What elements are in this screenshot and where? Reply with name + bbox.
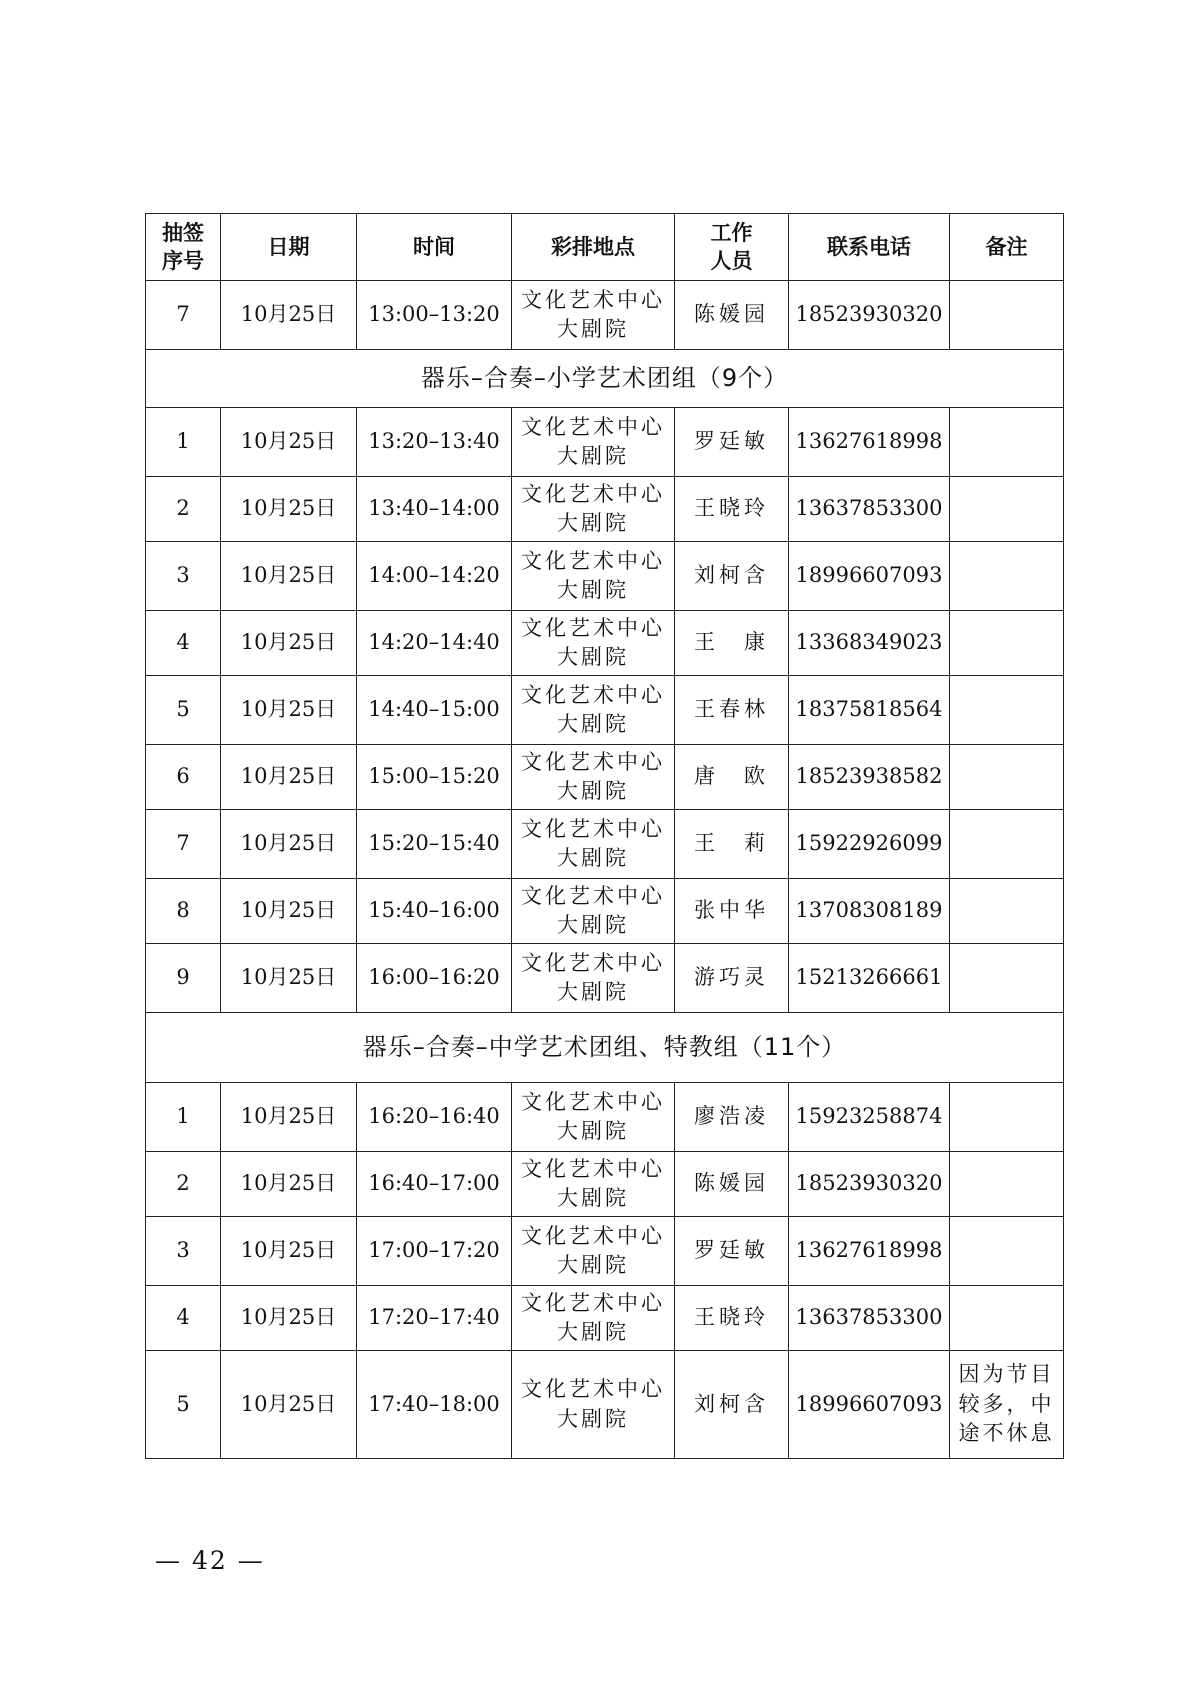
venue-cell: 文化艺术中心 大剧院 <box>512 408 675 477</box>
phone-cell: 13637853300 <box>789 477 950 542</box>
staff-cell: 刘柯含 <box>675 1351 789 1459</box>
table-row <box>146 810 1064 879</box>
table-row <box>146 477 1064 542</box>
note-cell <box>950 1286 1064 1351</box>
venue-cell: 文化艺术中心 大剧院 <box>512 1152 675 1217</box>
date-cell: 10月25日 <box>221 477 357 542</box>
date-cell: 10月25日 <box>221 944 357 1013</box>
phone-cell: 18523930320 <box>789 1152 950 1217</box>
draw-number-cell: 1 <box>146 1083 221 1152</box>
draw-number-cell: 8 <box>146 879 221 944</box>
time-cell: 17:20–17:40 <box>357 1286 512 1351</box>
draw-number-cell: 6 <box>146 745 221 810</box>
table-row <box>146 1286 1064 1351</box>
staff-cell: 陈媛园 <box>675 281 789 350</box>
date-cell: 10月25日 <box>221 810 357 879</box>
header-date: 日期 <box>221 214 357 281</box>
staff-cell: 游巧灵 <box>675 944 789 1013</box>
venue-cell: 文化艺术中心 大剧院 <box>512 611 675 676</box>
note-cell <box>950 944 1064 1013</box>
staff-cell: 陈媛园 <box>675 1152 789 1217</box>
note-cell <box>950 745 1064 810</box>
section-heading-row <box>146 1013 1064 1083</box>
draw-number-cell: 3 <box>146 1217 221 1286</box>
venue-cell: 文化艺术中心 大剧院 <box>512 542 675 611</box>
table-row <box>146 745 1064 810</box>
date-cell: 10月25日 <box>221 1351 357 1459</box>
note-cell <box>950 676 1064 745</box>
time-cell: 14:40–15:00 <box>357 676 512 745</box>
table-row <box>146 1351 1064 1459</box>
draw-number-cell: 5 <box>146 676 221 745</box>
header-staff: 工作 人员 <box>675 214 789 281</box>
draw-number-cell: 4 <box>146 611 221 676</box>
section-title: 器乐–合奏–小学艺术团组（9个） <box>146 350 1064 408</box>
time-cell: 17:40–18:00 <box>357 1351 512 1459</box>
staff-cell: 廖浩凌 <box>675 1083 789 1152</box>
staff-cell: 王晓玲 <box>675 477 789 542</box>
header-venue: 彩排地点 <box>512 214 675 281</box>
time-cell: 13:20–13:40 <box>357 408 512 477</box>
header-draw-number: 抽签 序号 <box>146 214 221 281</box>
venue-cell: 文化艺术中心 大剧院 <box>512 879 675 944</box>
header-time: 时间 <box>357 214 512 281</box>
staff-cell: 刘柯含 <box>675 542 789 611</box>
section-title: 器乐–合奏–中学艺术团组、特教组（11个） <box>146 1013 1064 1083</box>
note-cell <box>950 1152 1064 1217</box>
phone-cell: 13368349023 <box>789 611 950 676</box>
note-cell <box>950 281 1064 350</box>
draw-number-cell: 7 <box>146 810 221 879</box>
time-cell: 16:40–17:00 <box>357 1152 512 1217</box>
staff-cell: 罗廷敏 <box>675 408 789 477</box>
venue-cell: 文化艺术中心 大剧院 <box>512 1217 675 1286</box>
time-cell: 15:20–15:40 <box>357 810 512 879</box>
time-cell: 14:00–14:20 <box>357 542 512 611</box>
draw-number-cell: 2 <box>146 1152 221 1217</box>
date-cell: 10月25日 <box>221 676 357 745</box>
phone-cell: 13627618998 <box>789 1217 950 1286</box>
venue-cell: 文化艺术中心 大剧院 <box>512 281 675 350</box>
time-cell: 13:00–13:20 <box>357 281 512 350</box>
phone-cell: 13637853300 <box>789 1286 950 1351</box>
phone-cell: 13708308189 <box>789 879 950 944</box>
date-cell: 10月25日 <box>221 1217 357 1286</box>
venue-cell: 文化艺术中心 大剧院 <box>512 1351 675 1459</box>
phone-cell: 15213266661 <box>789 944 950 1013</box>
phone-cell: 18996607093 <box>789 1351 950 1459</box>
venue-cell: 文化艺术中心 大剧院 <box>512 944 675 1013</box>
staff-cell: 王 康 <box>675 611 789 676</box>
venue-cell: 文化艺术中心 大剧院 <box>512 745 675 810</box>
header-note: 备注 <box>950 214 1064 281</box>
venue-cell: 文化艺术中心 大剧院 <box>512 810 675 879</box>
date-cell: 10月25日 <box>221 745 357 810</box>
table-row <box>146 1083 1064 1152</box>
table-row <box>146 611 1064 676</box>
draw-number-cell: 5 <box>146 1351 221 1459</box>
section-heading-row <box>146 350 1064 408</box>
table-row <box>146 1152 1064 1217</box>
table-row <box>146 281 1064 350</box>
date-cell: 10月25日 <box>221 408 357 477</box>
phone-cell: 18375818564 <box>789 676 950 745</box>
date-cell: 10月25日 <box>221 281 357 350</box>
time-cell: 16:00–16:20 <box>357 944 512 1013</box>
note-cell: 因为节目 较多，中 途不休息 <box>950 1351 1064 1459</box>
note-cell <box>950 879 1064 944</box>
time-cell: 14:20–14:40 <box>357 611 512 676</box>
draw-number-cell: 4 <box>146 1286 221 1351</box>
time-cell: 13:40–14:00 <box>357 477 512 542</box>
date-cell: 10月25日 <box>221 879 357 944</box>
note-cell <box>950 1217 1064 1286</box>
note-cell <box>950 810 1064 879</box>
table-row <box>146 542 1064 611</box>
table-row <box>146 676 1064 745</box>
table-row <box>146 879 1064 944</box>
phone-cell: 18523930320 <box>789 281 950 350</box>
phone-cell: 15922926099 <box>789 810 950 879</box>
time-cell: 16:20–16:40 <box>357 1083 512 1152</box>
phone-cell: 18523938582 <box>789 745 950 810</box>
schedule-table <box>145 213 1064 1459</box>
staff-cell: 王晓玲 <box>675 1286 789 1351</box>
phone-cell: 18996607093 <box>789 542 950 611</box>
staff-cell: 罗廷敏 <box>675 1217 789 1286</box>
phone-cell: 13627618998 <box>789 408 950 477</box>
venue-cell: 文化艺术中心 大剧院 <box>512 676 675 745</box>
draw-number-cell: 2 <box>146 477 221 542</box>
time-cell: 15:00–15:20 <box>357 745 512 810</box>
draw-number-cell: 1 <box>146 408 221 477</box>
note-cell <box>950 408 1064 477</box>
staff-cell: 张中华 <box>675 879 789 944</box>
venue-cell: 文化艺术中心 大剧院 <box>512 477 675 542</box>
page-number: — 42 — <box>155 1546 265 1575</box>
venue-cell: 文化艺术中心 大剧院 <box>512 1286 675 1351</box>
table-row <box>146 408 1064 477</box>
note-cell <box>950 542 1064 611</box>
time-cell: 15:40–16:00 <box>357 879 512 944</box>
table-row <box>146 944 1064 1013</box>
venue-cell: 文化艺术中心 大剧院 <box>512 1083 675 1152</box>
header-row <box>146 214 1064 281</box>
note-cell <box>950 1083 1064 1152</box>
schedule-body <box>146 281 1064 1459</box>
time-cell: 17:00–17:20 <box>357 1217 512 1286</box>
draw-number-cell: 9 <box>146 944 221 1013</box>
phone-cell: 15923258874 <box>789 1083 950 1152</box>
note-cell <box>950 611 1064 676</box>
note-cell <box>950 477 1064 542</box>
staff-cell: 唐 欧 <box>675 745 789 810</box>
date-cell: 10月25日 <box>221 542 357 611</box>
draw-number-cell: 7 <box>146 281 221 350</box>
date-cell: 10月25日 <box>221 1152 357 1217</box>
header-phone: 联系电话 <box>789 214 950 281</box>
date-cell: 10月25日 <box>221 611 357 676</box>
date-cell: 10月25日 <box>221 1083 357 1152</box>
table-row <box>146 1217 1064 1286</box>
draw-number-cell: 3 <box>146 542 221 611</box>
staff-cell: 王 莉 <box>675 810 789 879</box>
staff-cell: 王春林 <box>675 676 789 745</box>
date-cell: 10月25日 <box>221 1286 357 1351</box>
